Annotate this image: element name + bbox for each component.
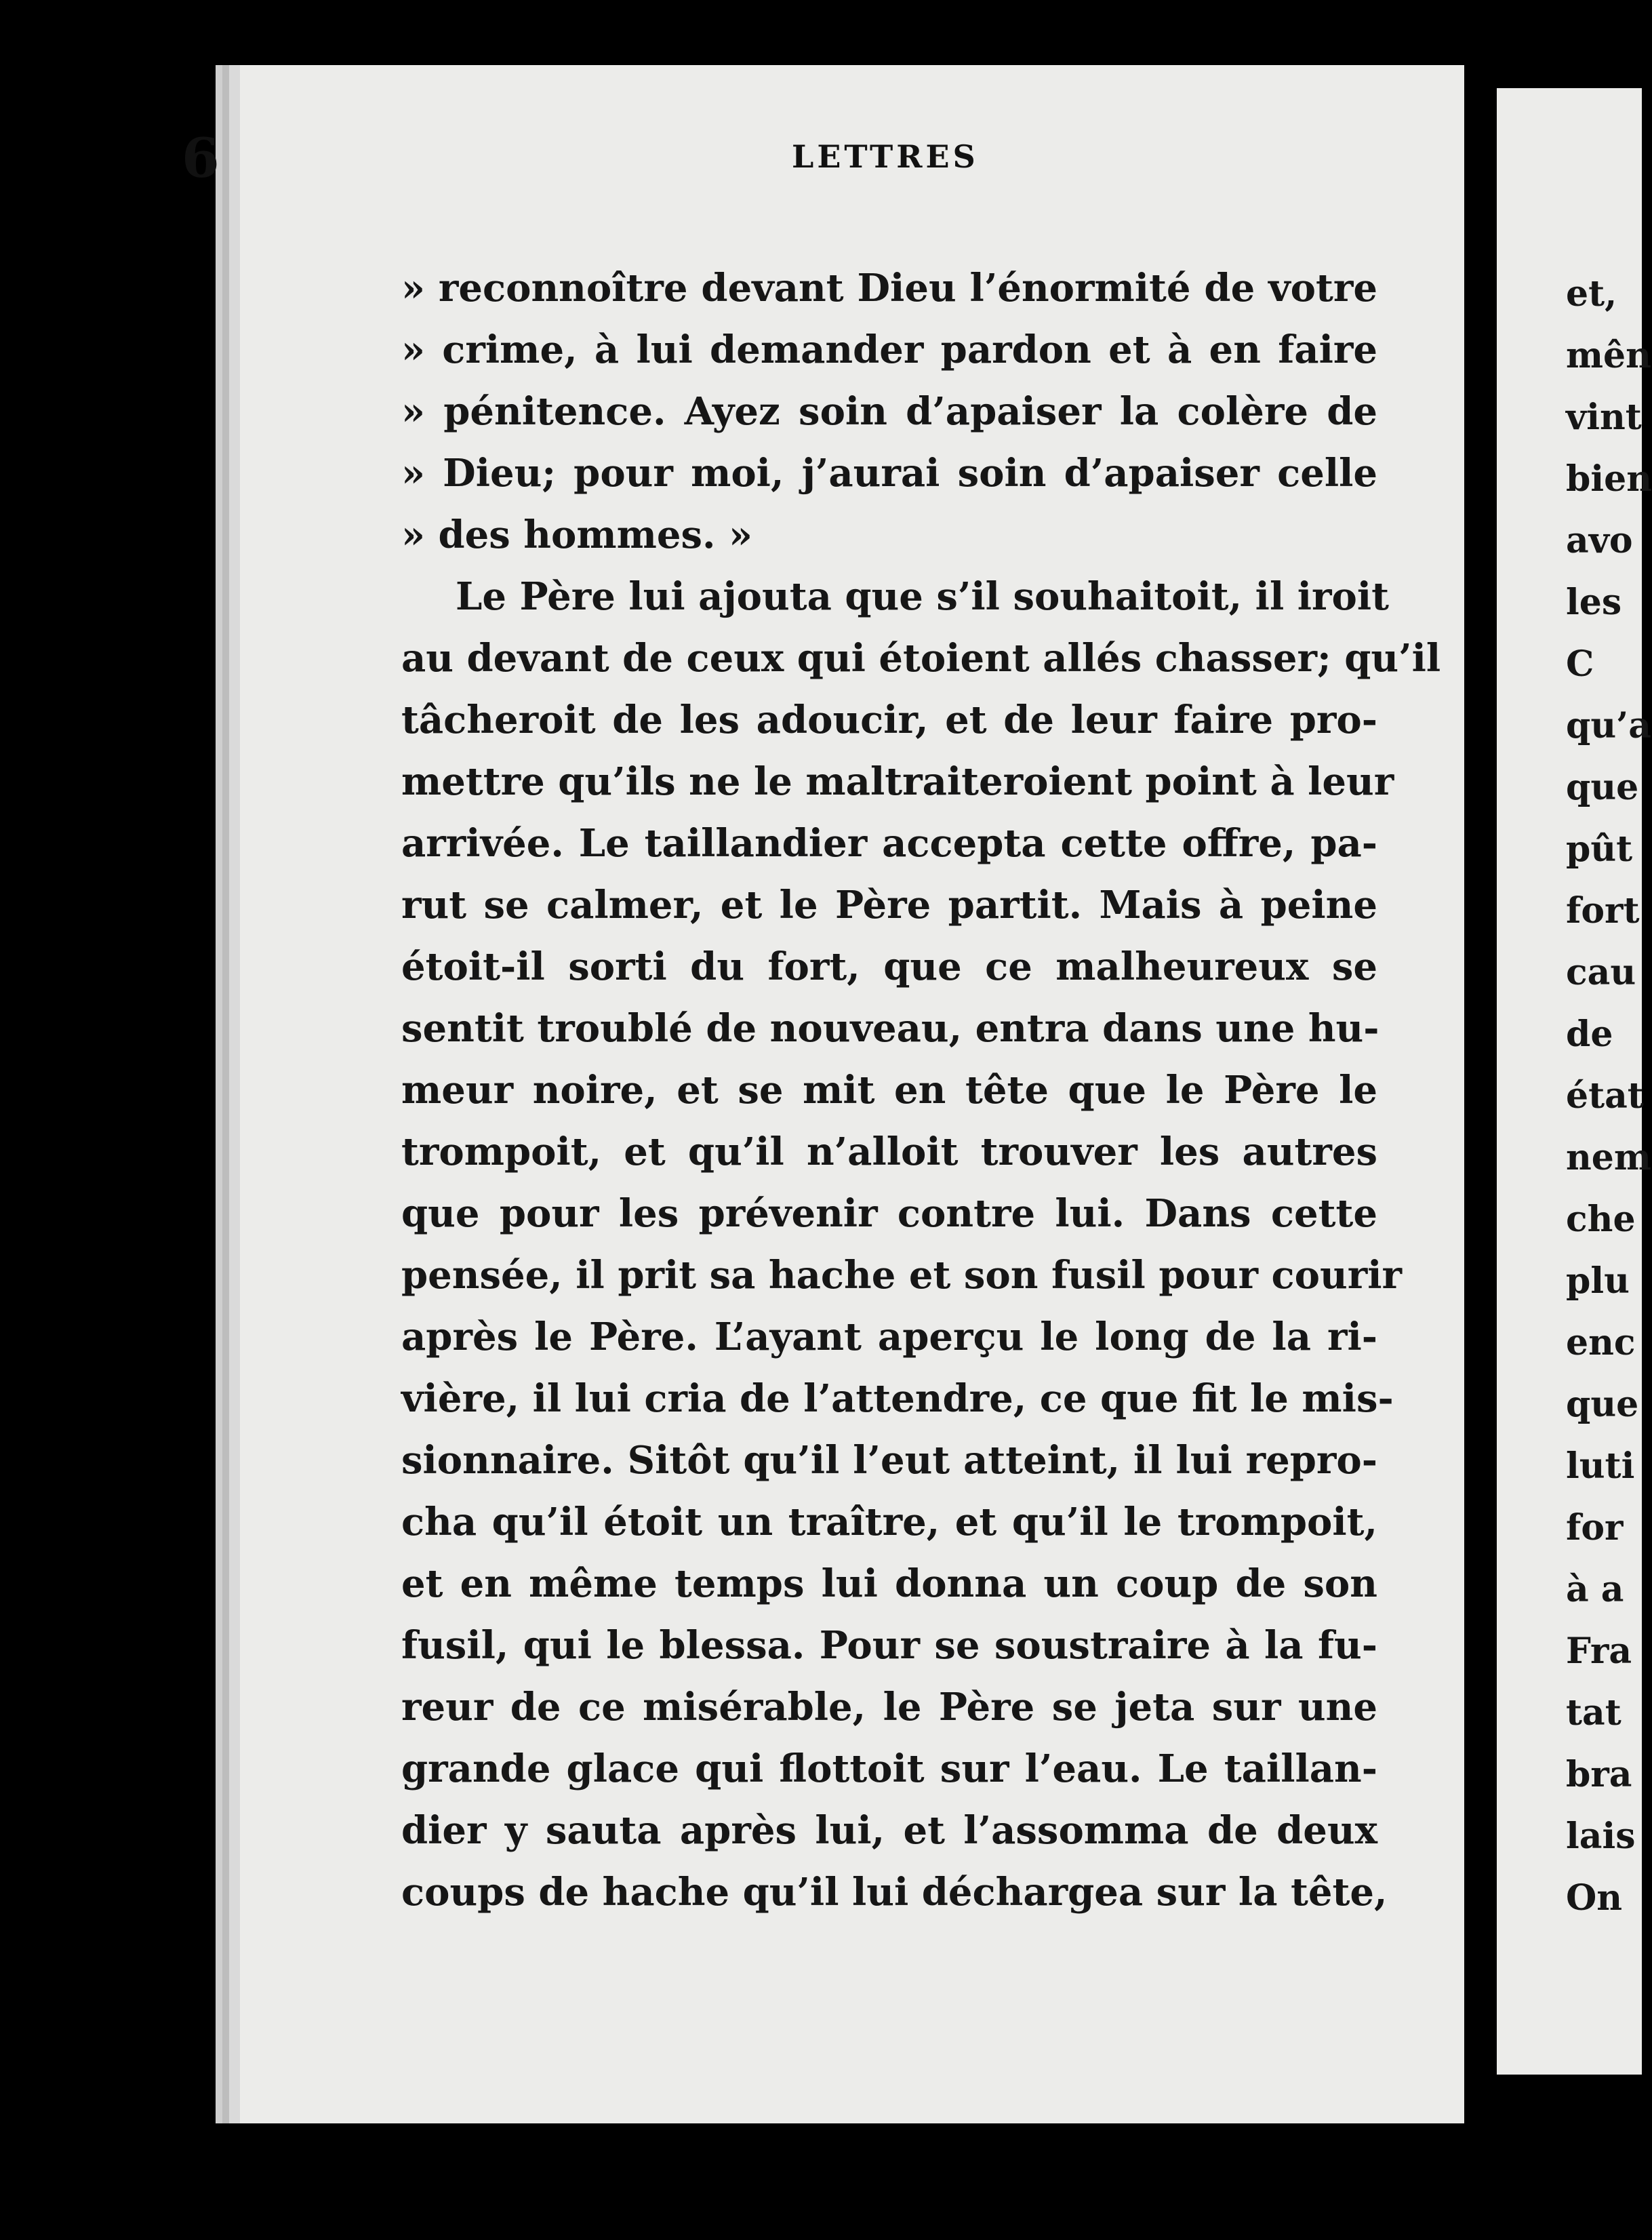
text-line: » crime, à lui demander pardon et à en faire <box>401 327 1377 372</box>
text-line: » des hommes. » <box>401 513 753 557</box>
text-line: tâcheroit de les adoucir, et de leur faire pro- <box>401 698 1377 742</box>
facing-line: vint <box>1566 397 1642 438</box>
facing-line: avo <box>1566 520 1633 561</box>
facing-line: enc <box>1566 1322 1636 1363</box>
text-line: trompoit, et qu’il n’alloit trouver les autres <box>401 1129 1377 1174</box>
text-line: dier y sauta après lui, et l’assomma de deux <box>401 1808 1377 1853</box>
text-line: Le Père lui ajouta que s’il souhaitoit, il iroit <box>456 574 1389 619</box>
facing-line: mên <box>1566 335 1651 376</box>
text-line: après le Père. L’ayant aperçu le long de la ri- <box>401 1315 1377 1359</box>
facing-line: à a <box>1566 1569 1624 1610</box>
page-header <box>182 126 1369 214</box>
text-line: arrivée. Le taillandier accepta cette offre, pa- <box>401 821 1377 866</box>
text-line: cha qu’il étoit un traître, et qu’il le trompoit, <box>401 1500 1377 1544</box>
text-line: au devant de ceux qui étoient allés chasser; qu’il <box>401 636 1441 681</box>
body-text <box>401 258 1441 1923</box>
facing-line: On <box>1566 1877 1623 1919</box>
text-line: » reconnoître devant Dieu l’énormité de votre <box>401 266 1377 311</box>
facing-line: C <box>1566 643 1594 685</box>
facing-line: luti <box>1566 1445 1635 1487</box>
facing-line: nem <box>1566 1137 1651 1178</box>
facing-line: que <box>1566 767 1639 808</box>
text-line: sentit troublé de nouveau, entra dans une hu- <box>401 1006 1379 1051</box>
facing-line: les <box>1566 582 1622 623</box>
facing-line: Fra <box>1566 1631 1632 1672</box>
text-line: grande glace qui flottoit sur l’eau. Le taillan- <box>401 1746 1377 1791</box>
facing-line: qu’a <box>1566 705 1651 746</box>
text-line: reur de ce misérable, le Père se jeta sur une <box>401 1685 1377 1729</box>
facing-line: lais <box>1566 1816 1636 1857</box>
page-number: 6 <box>182 126 220 190</box>
facing-line: pût <box>1566 828 1633 870</box>
facing-line: bra <box>1566 1754 1632 1795</box>
facing-line: che <box>1566 1199 1636 1240</box>
text-line: vière, il lui cria de l’attendre, ce que fit le mis- <box>401 1376 1394 1421</box>
facing-line: état <box>1566 1075 1644 1117</box>
running-head: LETTRES <box>792 138 979 175</box>
text-line: que pour les prévenir contre lui. Dans cette <box>401 1191 1377 1236</box>
text-line: » Dieu; pour moi, j’aurai soin d’apaiser celle <box>401 451 1377 496</box>
text-line: fusil, qui le blessa. Pour se soustraire à la fu- <box>401 1623 1377 1668</box>
text-line: mettre qu’ils ne le maltraiteroient point à leur <box>401 759 1394 804</box>
text-line: » pénitence. Ayez soin d’apaiser la colère de <box>401 389 1377 434</box>
text-line: rut se calmer, et le Père partit. Mais à peine <box>401 883 1377 927</box>
facing-line: bien <box>1566 458 1652 500</box>
facing-line: plu <box>1566 1260 1630 1302</box>
text-line: coups de hache qu’il lui déchargea sur la tête, <box>401 1870 1388 1915</box>
text-line: et en même temps lui donna un coup de son <box>401 1561 1377 1606</box>
text-line: sionnaire. Sitôt qu’il l’eut atteint, il lui repro- <box>401 1438 1377 1483</box>
text-line: étoit-il sorti du fort, que ce malheureux se <box>401 944 1377 989</box>
facing-line: de <box>1566 1014 1613 1055</box>
text-line: pensée, il prit sa hache et son fusil pour courir <box>401 1253 1402 1298</box>
facing-line: for <box>1566 1507 1624 1548</box>
facing-line: fort <box>1566 890 1640 932</box>
facing-line: tat <box>1566 1692 1621 1734</box>
text-line: meur noire, et se mit en tête que le Père le <box>401 1068 1377 1113</box>
facing-line: cau <box>1566 952 1636 993</box>
facing-line: et, <box>1566 273 1617 315</box>
facing-line: que <box>1566 1384 1639 1425</box>
facing-page-text <box>1566 263 1652 1929</box>
